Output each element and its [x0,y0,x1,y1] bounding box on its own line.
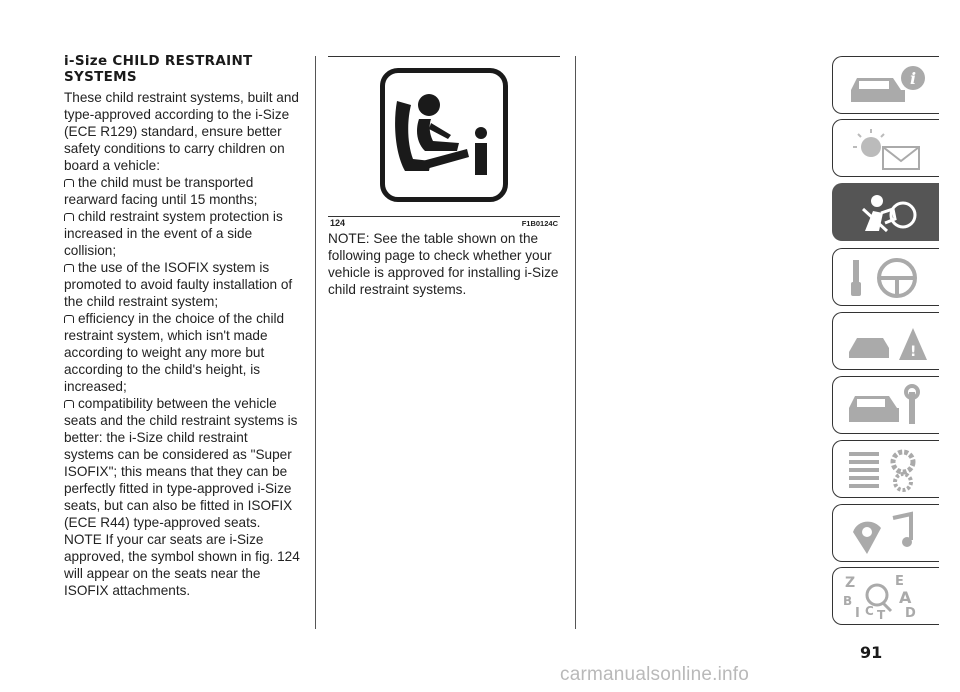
child-seat-icon [385,73,503,197]
list-item: child restraint system protection is increased in the event of a side collision; [64,209,283,258]
figure-number: 124 [330,218,346,228]
airbag-seatbelt-icon [843,189,933,237]
list-item: efficiency in the choice of the child restraint system, which isn't made according to weight any more but according to the child's height, is increased; [64,311,285,394]
bullet-marker-icon [64,179,74,187]
svg-text:i: i [910,69,917,88]
watermark: carmanualsonline.info [560,664,750,685]
index-alphabet-icon [843,573,933,621]
column-divider [315,56,316,629]
svg-text:C: C [865,604,874,618]
page-number: 91 [860,643,883,662]
figure-bottom-rule [328,216,560,217]
svg-text:!: ! [910,344,917,360]
bullet-marker-icon [64,400,74,408]
emergency-warning-triangle-icon [843,318,933,366]
svg-text:Z: Z [845,575,856,591]
isize-symbol-icon [380,68,508,202]
technical-data-gear-icon [843,446,933,494]
svg-text:E: E [895,574,904,589]
tab-multimedia[interactable] [832,504,939,562]
section-title: i-Size CHILD RESTRAINT SYSTEMS [64,53,253,85]
column-divider [575,56,576,629]
list-item: the child must be transported rearward facing until 15 months; [64,175,258,207]
warning-lights-message-icon [843,125,933,173]
key-steering-wheel-icon [843,254,933,302]
car-maintenance-wrench-icon [843,382,933,430]
bullet-marker-icon [64,213,74,221]
tab-warning-lights[interactable] [832,119,939,177]
tab-emergency[interactable] [832,312,939,370]
tab-starting-driving[interactable] [832,248,939,306]
figure-top-rule [328,56,560,57]
left-column [64,53,300,599]
bullet-marker-icon [64,264,74,272]
tab-maintenance[interactable] [832,376,939,434]
figure-note: NOTE: See the table shown on the following page to check whether your vehicle is approved for installing i-Size child restraint systems. [328,231,559,297]
figure-code: F1B0124C [521,219,558,228]
note-paragraph: NOTE If your car seats are i-Size approved, the symbol shown in fig. 124 will appear on the seats near the ISOFIX attachments. [64,532,300,598]
svg-text:I: I [855,606,860,621]
bullet-marker-icon [64,315,74,323]
intro-paragraph: These child restraint systems, built and type-approved according to the i-Size (ECE R129) standard, ensure better safety conditions to carry children on board a vehicle: [64,90,299,173]
bullet-list [64,174,300,531]
car-info-icon [843,62,933,110]
list-item: the use of the ISOFIX system is promoted to avoid faulty installation of the child restraint system; [64,260,293,309]
svg-text:A: A [899,588,912,607]
svg-text:T: T [877,608,886,621]
tab-technical-data[interactable] [832,440,939,498]
svg-text:D: D [905,606,916,621]
multimedia-music-icon [843,510,933,558]
svg-text:B: B [843,594,853,608]
tab-safety[interactable] [832,183,939,241]
tab-index[interactable] [832,567,939,625]
tab-car-info[interactable] [832,56,939,114]
list-item: compatibility between the vehicle seats and the child restraint systems is better: the i-Size child restraint systems can be considered as "Super ISOFIX"; this means that they can be perfectly fitted in type-approved i-Size seats, but can also be fitted in ISOFIX (ECE R44) type-approved seats. [64,396,298,530]
